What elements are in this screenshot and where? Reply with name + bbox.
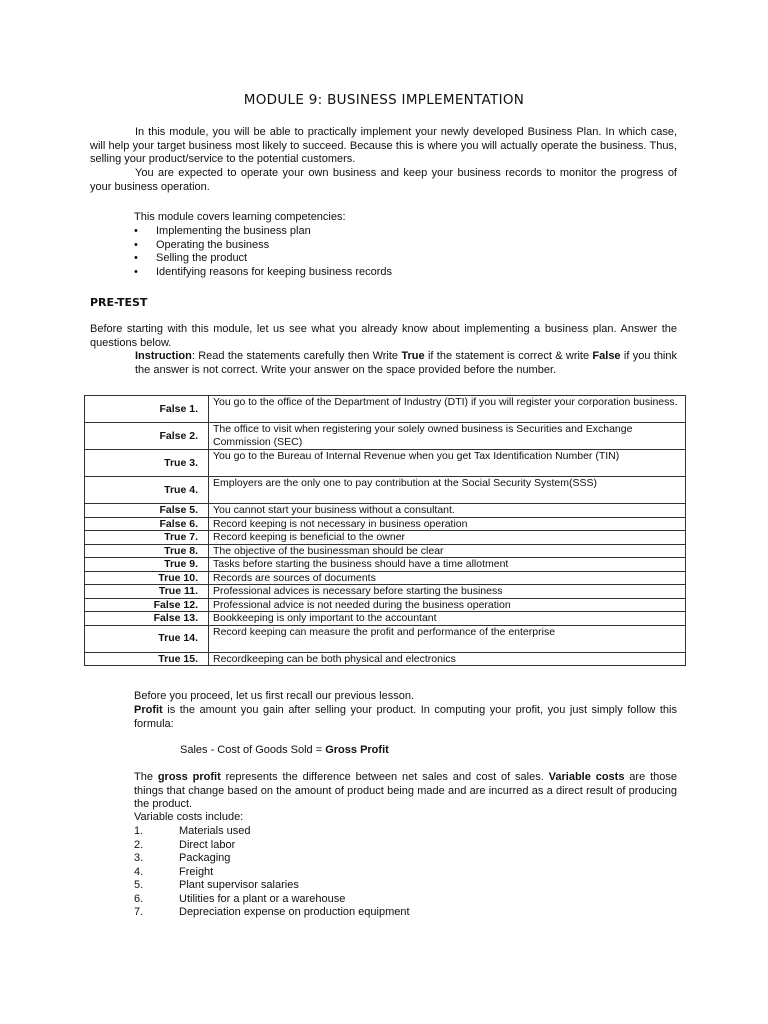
table-row [85,585,686,599]
answer-cell: True 14. [85,625,209,652]
table-row [85,571,686,585]
list-text: Utilities for a plant or a warehouse [179,892,346,905]
answer-cell: False 5. [85,504,209,518]
bullet-icon: • [134,265,138,278]
bullet-icon: • [134,225,138,237]
answer-cell: True 10. [85,571,209,585]
competency-text: Identifying reasons for keeping business records [156,265,393,278]
gp-text-a: The [134,771,158,783]
instruction-text-b: if the statement is correct & write [424,350,593,362]
gross-profit-paragraph [134,771,677,812]
statement-cell: Employers are the only one to pay contribution at the Social Security System(SSS) [209,477,686,504]
module-title: MODULE 9: BUSINESS IMPLEMENTATION [243,92,525,108]
variable-costs-lead: Variable costs include: [134,811,244,823]
statement-cell: Tasks before starting the business should have a time allotment [209,558,686,572]
bullet-icon: • [134,238,138,251]
statement-cell: You cannot start your business without a consultant. [209,504,686,518]
competencies-lead: This module covers learning competencies: [134,211,346,223]
answer-cell: True 7. [85,531,209,545]
answer-cell: False 12. [85,598,209,612]
table-row [85,504,686,518]
statement-cell: Records are sources of documents [209,571,686,585]
table-row [85,598,686,612]
answer-cell: True 3. [85,450,209,477]
intro-paragraph-1: In this module, you will be able to practically implement your newly developed Business Plan. In which case, will help your target business most likely to succeed. Because this is where you will actually operate the business. Thus, selling your product/service to the potential customers. [90,126,677,165]
table-row [85,450,686,477]
list-text: Depreciation expense on production equipment [179,906,410,918]
gross-profit-formula [180,744,389,758]
instruction-text-a: : Read the statements carefully then Write [191,350,402,362]
pretest-table [84,395,686,666]
statement-cell: Professional advice is not needed during the business operation [209,598,686,612]
statement-cell: Bookkeeping is only important to the accountant [209,612,686,626]
formula-result: Gross Profit [325,744,389,756]
answer-cell: False 13. [85,612,209,626]
table-row [85,652,686,666]
answer-cell: True 11. [85,585,209,599]
statement-cell: Record keeping is not necessary in business operation [209,517,686,531]
list-number: 5. [134,879,144,891]
table-row [85,477,686,504]
answer-cell: True 15. [85,652,209,666]
list-text: Packaging [179,852,231,864]
list-number: 1. [134,825,144,837]
pretest-intro: Before starting with this module, let us see what you already know about implementing a business plan. Answer the questions below. [90,323,677,349]
list-text: Plant supervisor salaries [179,879,299,891]
list-number: 2. [134,838,144,851]
gross-profit-word: gross profit [157,771,221,783]
pretest-instruction [135,350,677,377]
statement-cell: Recordkeeping can be both physical and electronics [209,652,686,666]
answer-cell: False 2. [85,423,209,450]
list-text: Direct labor [179,838,236,851]
competency-text: Operating the business [156,238,270,251]
instruction-text-c: if you think the answer is not correct. Write your answer on the space provided before the number. [135,350,677,376]
competency-text: Selling the product [156,252,248,264]
competency-text: Implementing the business plan [156,225,311,237]
table-row [85,423,686,450]
table-row [85,531,686,545]
table-row [85,625,686,652]
pretest-heading: PRE-TEST [90,296,148,309]
false-word: False [592,350,621,362]
statement-cell: The objective of the businessman should be clear [209,544,686,558]
profit-text: is the amount you gain after selling your product. In computing your profit, you just simply follow this formula: [134,704,677,730]
table-row [85,558,686,572]
list-number: 3. [134,852,144,864]
bullet-icon: • [134,252,138,264]
answer-cell: True 4. [85,477,209,504]
statement-cell: The office to visit when registering your solely owned business is Securities and Exchange Commission (SEC) [209,423,686,450]
statement-cell: Record keeping is beneficial to the owner [209,531,686,545]
list-text: Freight [179,865,214,878]
profit-definition [134,704,677,731]
table-row [85,517,686,531]
list-number: 7. [134,906,144,918]
list-number: 6. [134,892,144,905]
gp-text-b: represents the difference between net sales and cost of sales. [220,771,549,783]
intro-paragraph-2: You are expected to operate your own business and keep your business records to monitor the progress of your business operation. [90,167,677,193]
true-word: True [401,350,425,362]
table-row [85,612,686,626]
table-row [85,544,686,558]
statement-cell: Record keeping can measure the profit and performance of the enterprise [209,625,686,652]
statement-cell: You go to the office of the Department of Industry (DTI) if you will register your corporation business. [209,396,686,423]
variable-costs-word: Variable costs [548,771,625,783]
instruction-label: Instruction [135,350,192,362]
statement-cell: Professional advices is necessary before starting the business [209,585,686,599]
list-text: Materials used [179,825,251,837]
answer-cell: True 8. [85,544,209,558]
formula-text: Sales - Cost of Goods Sold = [180,744,326,756]
answer-cell: False 1. [85,396,209,423]
gp-text-c: are those things that change based on the amount of product being made and are incurred as a direct result of producing the product. [134,771,677,810]
table-row [85,396,686,423]
list-number: 4. [134,865,144,878]
profit-word: Profit [134,704,163,716]
answer-cell: False 6. [85,517,209,531]
statement-cell: You go to the Bureau of Internal Revenue when you get Tax Identification Number (TIN) [209,450,686,477]
answer-cell: True 9. [85,558,209,572]
recall-lead: Before you proceed, let us first recall our previous lesson. [134,690,415,702]
